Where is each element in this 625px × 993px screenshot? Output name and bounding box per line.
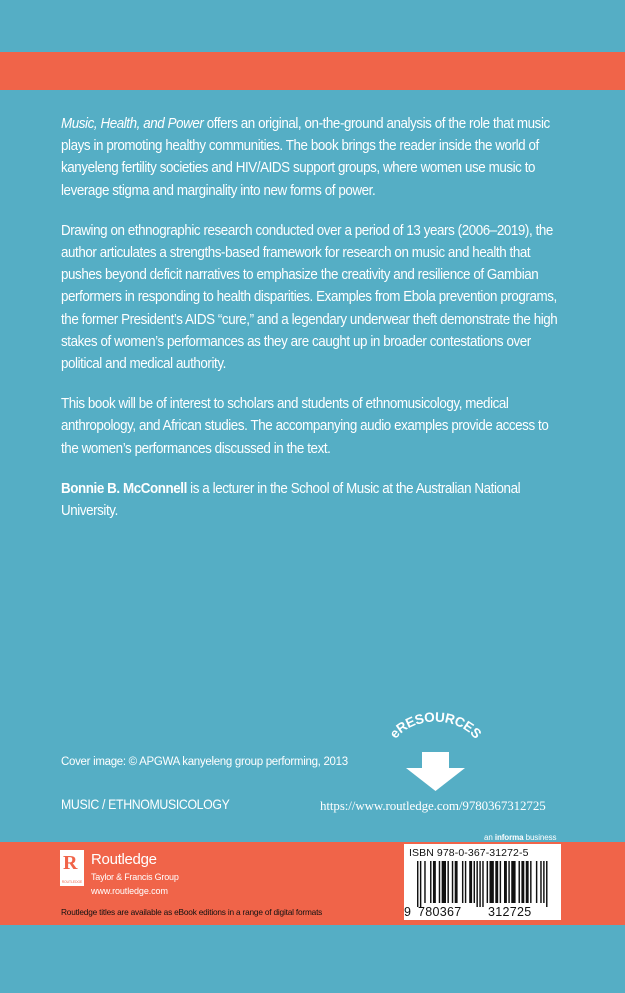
publisher-website[interactable]: www.routledge.com [91, 886, 168, 896]
eresources-badge [378, 712, 493, 794]
barcode-digits-left: 780367 [418, 905, 462, 919]
barcode-bar [504, 861, 507, 903]
barcode-bar [479, 861, 480, 907]
barcode-bar [536, 861, 537, 903]
barcode-bar [465, 861, 466, 903]
logo-word: ROUTLEDGE [61, 880, 83, 884]
barcode-bar [511, 861, 515, 903]
barcode-digits [404, 905, 561, 920]
author-name: Bonnie B. McConnell [61, 480, 187, 497]
blurb-paragraph-3: This book will be of interest to scholars and students of ethnomusicology, medical anthropology, and African studies. The accompanying audio examples provide access to the women’s performances discussed in the text. [61, 396, 549, 457]
barcode-bar [474, 861, 475, 903]
barcode-bar [420, 861, 421, 907]
barcode-bar [482, 861, 483, 907]
author-bio-text: is a lecturer in the School of Music at the Australian National University. [61, 480, 521, 520]
barcode-bar [546, 861, 547, 907]
barcode-bar [530, 861, 531, 903]
barcode-bar [500, 861, 501, 903]
barcode-bar [455, 861, 458, 903]
book-url[interactable]: https://www.routledge.com/9780367312725 [320, 798, 546, 813]
svg-text:eRESOURCES [387, 712, 485, 741]
barcode-bar [439, 861, 440, 903]
blurb-paragraph-2: Drawing on ethnographic research conducted over a period of 13 years (2006–2019), the author articulates a strengths-based framework for research on music and health that pushes beyond deficit narratives to emphasize the creativity and resilience of Gambian performers in responding to health disparities. Examples from Ebola prevention programs, the former President’s AIDS “cure,” and a legendary underwear theft demonstrate the high stakes of women’s performances as they are caught up in broader contestations over political and medical authority. [61, 222, 558, 373]
barcode-bar [430, 861, 431, 903]
barcode-bar [447, 861, 448, 903]
publisher-name: Routledge [91, 851, 157, 868]
barcode-bar [526, 861, 529, 903]
back-cover-blurb [61, 113, 568, 540]
eresources-label: eRESOURCES [386, 712, 485, 742]
top-accent-stripe [0, 52, 625, 90]
barcode-bar [433, 861, 436, 903]
barcode-icon [407, 861, 558, 907]
barcode-bar [487, 861, 488, 903]
barcode-bar [469, 861, 472, 903]
blurb-paragraph-1 [61, 113, 568, 202]
barcode-bar [508, 861, 509, 903]
barcode-digits-right: 312725 [488, 905, 532, 919]
isbn-barcode-box [404, 844, 561, 920]
barcode-bar [452, 861, 453, 903]
publisher-group: Taylor & Francis Group [91, 872, 179, 882]
barcode-bar [442, 861, 446, 903]
barcode-bar [543, 861, 544, 903]
book-title: Music, Health, and Power [61, 116, 204, 132]
blurb-paragraph-1-text: offers an original, on-the-ground analysis of the role that music plays in promoting healthy communities. The book brings the reader inside the world of kanyeleng fertility societies and HIV/AIDS support groups, where women use music to leverage stigma and marginality into new forms of power. [61, 116, 550, 199]
barcode-bar [495, 861, 498, 903]
subject-category: MUSIC / ETHNOMUSICOLOGY [61, 796, 230, 812]
routledge-logo-icon [60, 850, 84, 886]
logo-letter: R [63, 852, 78, 874]
barcode-digit-first: 9 [404, 905, 412, 919]
cover-image-credit: Cover image: © APGWA kanyeleng group performing, 2013 [61, 756, 348, 768]
barcode-bar [521, 861, 524, 903]
informa-tagline: an informa business [484, 833, 557, 842]
barcode-bar [519, 861, 520, 903]
barcode-bar [424, 861, 425, 903]
author-bio [61, 478, 568, 522]
isbn-label: ISBN 978-0-367-31272-5 [409, 847, 529, 859]
barcode-bar [540, 861, 541, 903]
download-arrow-icon [406, 752, 465, 791]
barcode-bar [490, 861, 494, 903]
barcode-bar [476, 861, 477, 907]
barcode-bar [417, 861, 418, 907]
ebook-availability-note: Routledge titles are available as eBook editions in a range of digital formats [61, 907, 323, 917]
barcode-bar [462, 861, 463, 903]
